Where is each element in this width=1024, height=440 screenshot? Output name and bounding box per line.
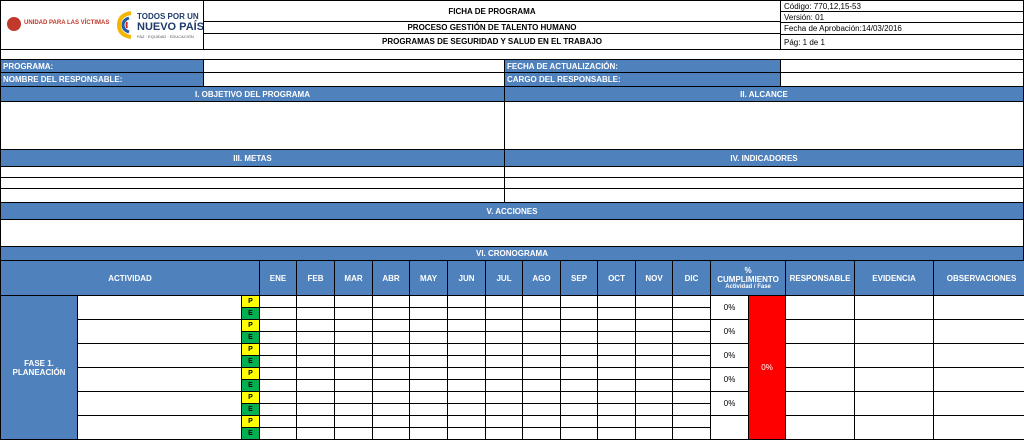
activity-cell[interactable] [78,296,242,320]
responsable-cell[interactable] [786,296,855,320]
actividad-column-header: ACTIVIDAD [1,261,260,296]
month-cell[interactable] [448,428,486,440]
month-header: ABR [373,261,410,296]
victims-unit-logo [7,17,21,31]
month-cell[interactable] [561,308,598,320]
month-cell[interactable] [373,428,410,440]
month-cell[interactable] [636,308,673,320]
month-cell[interactable] [636,332,673,344]
cumplimiento-percent-sign: % [711,266,785,275]
month-cell[interactable] [523,380,561,392]
cronograma-header: VI. CRONOGRAMA [0,246,1024,261]
month-cell[interactable] [523,404,561,416]
month-cell[interactable] [448,380,486,392]
month-cell[interactable] [335,392,373,404]
month-cell[interactable] [335,332,373,344]
responsable-cell[interactable] [786,392,855,416]
objetivo-content[interactable] [0,101,505,150]
month-header: OCT [598,261,636,296]
month-cell[interactable] [260,380,297,392]
responsable-input[interactable] [203,72,505,87]
activity-compliance: 0% [711,344,749,368]
month-cell[interactable] [260,296,297,308]
month-cell[interactable] [561,368,598,380]
evidencia-cell[interactable] [855,416,934,440]
month-cell[interactable] [297,356,335,368]
cumplimiento-column-header [711,261,786,296]
observaciones-cell[interactable] [934,320,1024,344]
month-cell[interactable] [523,308,561,320]
executed-marker: E [242,428,260,440]
month-cell[interactable] [636,428,673,440]
month-cell[interactable] [448,344,486,356]
observaciones-cell[interactable] [934,392,1024,416]
month-cell[interactable] [335,404,373,416]
activity-compliance [711,416,749,440]
month-cell[interactable] [561,392,598,404]
month-cell[interactable] [373,380,410,392]
month-cell[interactable] [260,428,297,440]
evidencia-column-header: EVIDENCIA [855,261,934,296]
cumplimiento-label: CUMPLIMIENTO [711,275,785,284]
month-cell[interactable] [673,332,711,344]
acciones-content[interactable] [0,219,1024,247]
month-header: DIC [673,261,711,296]
month-cell[interactable] [486,380,523,392]
month-cell[interactable] [561,428,598,440]
month-cell[interactable] [523,368,561,380]
month-cell[interactable] [448,320,486,332]
month-cell[interactable] [673,344,711,356]
metas-row[interactable] [0,188,505,203]
activity-compliance: 0% [711,392,749,416]
month-cell[interactable] [410,404,448,416]
indicadores-header: IV. INDICADORES [504,149,1024,167]
month-cell[interactable] [523,332,561,344]
month-cell[interactable] [523,416,561,428]
fase-label: FASE 1. PLANEACIÓN [1,296,78,440]
month-cell[interactable] [335,320,373,332]
month-cell[interactable] [373,344,410,356]
responsable-cell[interactable] [786,344,855,368]
nuevo-pais-logo [115,11,133,39]
month-cell[interactable] [673,356,711,368]
month-cell[interactable] [598,332,636,344]
month-cell[interactable] [410,320,448,332]
indicadores-row[interactable] [504,188,1024,203]
month-cell[interactable] [598,404,636,416]
month-cell[interactable] [410,392,448,404]
month-cell[interactable] [373,308,410,320]
fase-compliance: 0% [749,296,786,440]
month-cell[interactable] [297,392,335,404]
month-cell[interactable] [636,404,673,416]
evidencia-cell[interactable] [855,344,934,368]
observaciones-cell[interactable] [934,344,1024,368]
activity-compliance: 0% [711,320,749,344]
month-cell[interactable] [523,356,561,368]
document-version: Versión: 01 [780,11,1024,23]
month-cell[interactable] [260,332,297,344]
month-cell[interactable] [297,332,335,344]
month-cell[interactable] [486,296,523,308]
month-cell[interactable] [598,368,636,380]
month-cell[interactable] [636,320,673,332]
executed-marker: E [242,308,260,320]
month-cell[interactable] [523,344,561,356]
month-cell[interactable] [486,368,523,380]
month-cell[interactable] [373,368,410,380]
metas-header: III. METAS [0,149,505,167]
responsable-cell[interactable] [786,368,855,392]
month-cell[interactable] [598,344,636,356]
evidencia-cell[interactable] [855,392,934,416]
month-cell[interactable] [561,356,598,368]
month-cell[interactable] [410,368,448,380]
observaciones-column-header: OBSERVACIONES [934,261,1024,296]
month-cell[interactable] [486,344,523,356]
month-cell[interactable] [373,296,410,308]
programa-input[interactable] [203,59,505,73]
month-cell[interactable] [373,320,410,332]
month-cell[interactable] [561,416,598,428]
responsable-cell[interactable] [786,416,855,440]
fecha-actualizacion-label: FECHA DE ACTUALIZACIÓN: [504,59,781,73]
month-header: ENE [260,261,297,296]
month-cell[interactable] [486,416,523,428]
month-cell[interactable] [673,320,711,332]
month-cell[interactable] [373,392,410,404]
month-cell[interactable] [410,380,448,392]
month-cell[interactable] [486,392,523,404]
observaciones-cell[interactable] [934,368,1024,392]
month-cell[interactable] [561,344,598,356]
month-cell[interactable] [410,356,448,368]
month-header: MAY [410,261,448,296]
month-cell[interactable] [410,308,448,320]
planned-marker: P [242,392,260,404]
month-cell[interactable] [260,404,297,416]
acciones-header: V. ACCIONES [0,202,1024,220]
evidencia-cell[interactable] [855,320,934,344]
month-cell[interactable] [636,296,673,308]
month-cell[interactable] [335,356,373,368]
fecha-actualizacion-input[interactable] [780,59,1024,73]
month-cell[interactable] [335,416,373,428]
form-title: FICHA DE PROGRAMA [203,0,781,22]
approval-date: Fecha de Aprobación:14/03/2016 [780,22,1024,35]
month-cell[interactable] [410,296,448,308]
objetivo-header: I. OBJETIVO DEL PROGRAMA [0,86,505,102]
month-cell[interactable] [297,320,335,332]
month-header: FEB [297,261,335,296]
nuevo-pais-line3: PAZ · EQUIDAD · EDUCACIÓN [137,34,194,39]
month-cell[interactable] [373,332,410,344]
month-cell[interactable] [598,296,636,308]
month-header: NOV [636,261,673,296]
month-cell[interactable] [410,416,448,428]
month-cell[interactable] [598,356,636,368]
month-header: JUL [486,261,523,296]
month-cell[interactable] [448,416,486,428]
alcance-header: II. ALCANCE [504,86,1024,102]
month-cell[interactable] [260,392,297,404]
month-header: SEP [561,261,598,296]
month-cell[interactable] [673,296,711,308]
month-cell[interactable] [673,308,711,320]
activity-cell[interactable] [78,416,242,440]
cargo-input[interactable] [780,72,1024,87]
month-cell[interactable] [561,320,598,332]
month-cell[interactable] [598,416,636,428]
month-cell[interactable] [598,392,636,404]
observaciones-cell[interactable] [934,296,1024,320]
responsable-column-header: RESPONSABLE [786,261,855,296]
activity-cell[interactable] [78,344,242,368]
month-cell[interactable] [410,428,448,440]
executed-marker: E [242,356,260,368]
month-cell[interactable] [260,356,297,368]
month-cell[interactable] [297,368,335,380]
month-cell[interactable] [448,392,486,404]
month-cell[interactable] [486,308,523,320]
month-cell[interactable] [335,428,373,440]
month-cell[interactable] [673,392,711,404]
month-cell[interactable] [673,404,711,416]
month-cell[interactable] [448,404,486,416]
month-cell[interactable] [486,332,523,344]
month-cell[interactable] [297,404,335,416]
month-cell[interactable] [636,380,673,392]
month-cell[interactable] [335,368,373,380]
executed-marker: E [242,332,260,344]
cumplimiento-sublabel: Actividad / Fase [711,284,785,290]
month-cell[interactable] [561,332,598,344]
month-cell[interactable] [636,392,673,404]
nuevo-pais-line1: TODOS POR UN [137,12,199,21]
month-cell[interactable] [260,368,297,380]
programa-label: PROGRAMA: [0,59,204,73]
program-type: PROGRAMAS DE SEGURIDAD Y SALUD EN EL TRABAJO [203,33,781,50]
executed-marker: E [242,380,260,392]
month-cell[interactable] [335,296,373,308]
month-cell[interactable] [561,404,598,416]
month-cell[interactable] [335,344,373,356]
month-cell[interactable] [486,404,523,416]
month-cell[interactable] [636,356,673,368]
cronograma-body [1,296,1024,440]
month-cell[interactable] [673,416,711,428]
observaciones-cell[interactable] [934,416,1024,440]
month-cell[interactable] [523,320,561,332]
month-cell[interactable] [561,296,598,308]
month-cell[interactable] [297,416,335,428]
month-cell[interactable] [410,332,448,344]
month-cell[interactable] [486,428,523,440]
month-header: AGO [523,261,561,296]
month-cell[interactable] [297,308,335,320]
cronograma-table [0,260,1024,440]
month-cell[interactable] [523,428,561,440]
cargo-label: CARGO DEL RESPONSABLE: [504,72,781,87]
month-cell[interactable] [297,428,335,440]
month-cell[interactable] [673,428,711,440]
month-cell[interactable] [297,380,335,392]
month-cell[interactable] [373,356,410,368]
month-cell[interactable] [673,380,711,392]
month-cell[interactable] [561,380,598,392]
month-cell[interactable] [636,416,673,428]
planned-marker: P [242,320,260,332]
alcance-content[interactable] [504,101,1024,150]
month-header: JUN [448,261,486,296]
month-cell[interactable] [598,308,636,320]
month-cell[interactable] [260,308,297,320]
planned-marker: P [242,296,260,308]
month-cell[interactable] [523,392,561,404]
month-cell[interactable] [297,344,335,356]
month-cell[interactable] [335,380,373,392]
month-cell[interactable] [260,320,297,332]
month-cell[interactable] [523,296,561,308]
month-cell[interactable] [448,368,486,380]
month-cell[interactable] [373,416,410,428]
month-cell[interactable] [636,344,673,356]
nuevo-pais-line2: NUEVO PAÍS [137,21,204,33]
month-cell[interactable] [260,344,297,356]
responsable-label: NOMBRE DEL RESPONSABLE: [0,72,204,87]
process-name: PROCESO GESTIÓN DE TALENTO HUMANO [203,21,781,34]
month-cell[interactable] [260,416,297,428]
month-cell[interactable] [448,356,486,368]
activity-compliance: 0% [711,368,749,392]
month-header: MAR [335,261,373,296]
evidencia-cell[interactable] [855,368,934,392]
month-cell[interactable] [486,356,523,368]
month-cell[interactable] [448,332,486,344]
activity-cell[interactable] [78,392,242,416]
evidencia-cell[interactable] [855,296,934,320]
activity-cell[interactable] [78,368,242,392]
activity-compliance: 0% [711,296,749,320]
executed-marker: E [242,404,260,416]
month-cell[interactable] [410,344,448,356]
logos-area [0,0,204,50]
activity-cell[interactable] [78,320,242,344]
month-cell[interactable] [335,308,373,320]
responsable-cell[interactable] [786,320,855,344]
victims-unit-logo-text: UNIDAD PARA LAS VÍCTIMAS [24,20,109,26]
month-cell[interactable] [636,368,673,380]
month-cell[interactable] [673,368,711,380]
page-number: Pág: 1 de 1 [780,34,1024,50]
planned-marker: P [242,416,260,428]
month-cell[interactable] [448,308,486,320]
month-cell[interactable] [598,428,636,440]
planned-marker: P [242,344,260,356]
month-cell[interactable] [448,296,486,308]
month-cell[interactable] [486,320,523,332]
month-cell[interactable] [373,404,410,416]
document-code: Código: 770,12,15-53 [780,0,1024,12]
month-cell[interactable] [598,380,636,392]
month-cell[interactable] [598,320,636,332]
month-cell[interactable] [297,296,335,308]
planned-marker: P [242,368,260,380]
